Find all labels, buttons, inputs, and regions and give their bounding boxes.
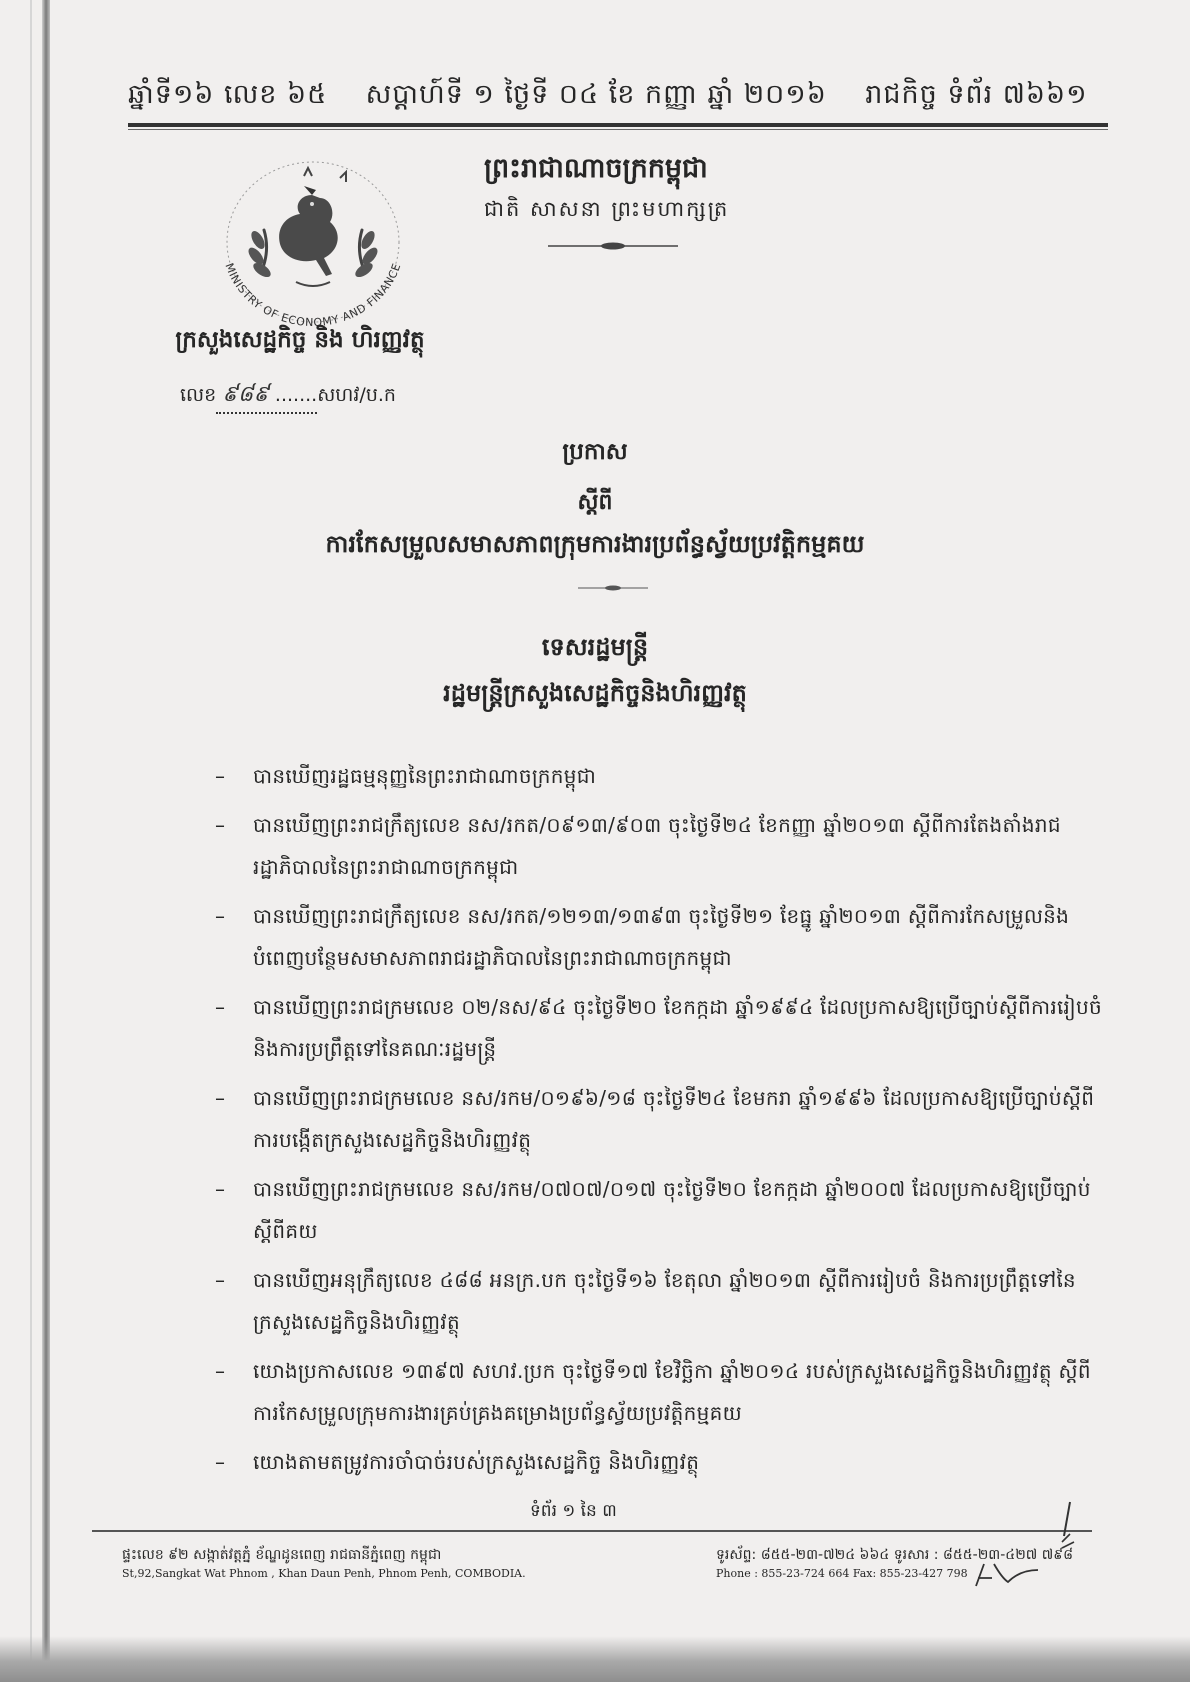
seal-ring-text: MINISTRY OF ECONOMY AND FINANCE (222, 261, 404, 330)
gazette-issue: លេខ ៦៥ (224, 79, 328, 110)
binding-strip (42, 0, 50, 1682)
scan-shadow (0, 1636, 1190, 1682)
consideration-item: – បានឃើញព្រះរាជក្រមលេខ ០២/នស/៩៤ ចុះថ្ងៃទី២០ ខែកក្កដា ឆ្នាំ១៩៩៤ ដែលប្រកាសឱ្យប្រើច្បាប់ស្តីពីការរៀបចំនិងការប្រព្រឹត្តទៅនៃគណៈរដ្ឋមន្ត្រី (215, 986, 1105, 1070)
footer-rule (92, 1530, 1092, 1532)
document-about: ស្តីពី (577, 490, 613, 515)
consideration-item: – បានឃើញព្រះរាជក្រឹត្យលេខ នស/រកត/១២១៣/១៣៩៣ ចុះថ្ងៃទី២១ ខែធ្នូ ឆ្នាំ២០១៣ ស្តីពីការកែសម្រួលនិងបំពេញបន្ថែមសមាសភាពរាជរដ្ឋាភិបាលនៃព្រះរាជាណាចក្រកម្ពុជា (215, 895, 1105, 979)
document-type: ប្រកាស (562, 439, 628, 465)
consideration-item: – បានឃើញរដ្ឋធម្មនុញ្ញនៃព្រះរាជាណាចក្រកម្ពុជា (215, 755, 1105, 797)
consideration-item: – បានឃើញព្រះរាជក្រមលេខ នស/រកម/០៧០៧/០១៧ ចុះថ្ងៃទី២០ ខែកក្កដា ឆ្នាំ២០០៧ ដែលប្រកាសឱ្យប្រើច្បាប់ស្តីពីគយ (215, 1168, 1105, 1252)
ministry-name: ក្រសួងសេដ្ឋកិច្ច និង ហិរញ្ញវត្ថុ (175, 327, 425, 353)
consideration-item: – បានឃើញព្រះរាជក្រឹត្យលេខ នស/រកត/០៩១៣/៩០៣ ចុះថ្ងៃទី២៤ ខែកញ្ញា ឆ្នាំ២០១៣ ស្តីពីការតែងតាំងរាជរដ្ឋាភិបាលនៃព្រះរាជាណាចក្រកម្ពុជា (215, 804, 1105, 888)
gazette-page: រាជកិច្ច ទំព័រ ៧៦៦១ (865, 79, 1088, 110)
consideration-item: – បានឃើញព្រះរាជក្រមលេខ នស/រកម/០១៩៦/១៨ ចុះថ្ងៃទី២៤ ខែមករា ឆ្នាំ១៩៩៦ ដែលប្រកាសឱ្យប្រើច្បាប់ស្តីពីការបង្កើតក្រសួងសេដ្ឋកិច្ចនិងហិរញ្ញវត្ថុ (215, 1077, 1105, 1161)
svg-text:MINISTRY OF ECONOMY AND FINANC (222, 261, 403, 329)
handwritten-initials-icon (966, 1498, 1076, 1590)
kingdom-name: ព្រះរាជាណាចក្រកម្ពុជា (484, 153, 708, 184)
footer-address-en: St,92,Sangkat Wat Phnom , Khan Daun Penh, Phnom Penh, COMBODIA. (122, 1567, 526, 1580)
consideration-item: – យោងតាមតម្រូវការចាំបាច់របស់ក្រសួងសេដ្ឋកិច្ច និងហិរញ្ញវត្ថុ (215, 1441, 1105, 1483)
ref-number-handwritten: ៩៨៩ (222, 382, 269, 407)
ref-suffix: សហវ/ប.ក (317, 384, 396, 406)
gazette-date: ថ្ងៃទី ០៤ ខែ កញ្ញា ឆ្នាំ ២០១៦ (504, 79, 827, 110)
signer-ministry: រដ្ឋមន្ត្រីក្រសួងសេដ្ឋកិច្ចនិងហិរញ្ញវត្ថុ (443, 679, 747, 707)
considerations-list (215, 755, 1105, 1490)
gazette-header (128, 78, 1108, 117)
consideration-item: – បានឃើញអនុក្រឹត្យលេខ ៤៨៨ អនក្រ.បក ចុះថ្ងៃទី១៦ ខែតុលា ឆ្នាំ២០១៣ ស្តីពីការរៀបចំ និងការប្រព្រឹត្តទៅនៃក្រសួងសេដ្ឋកិច្ចនិងហិរញ្ញវត្ថុ (215, 1259, 1105, 1343)
reference-number: លេខ ៩៨៩ .......សហវ/ប.ក (180, 380, 396, 414)
ministry-seal-icon (200, 150, 426, 330)
ref-prefix: លេខ (180, 384, 217, 406)
gazette-week: សប្តាហ៍ទី ១ (365, 79, 495, 110)
footer-phone-kh: ទូរស័ព្ទ: ៨៥៥-២៣-៧២៤ ៦៦៤ ទូរសារ : ៨៥៥-២៣-៤២៧ ៧៩៨ (716, 1547, 1074, 1563)
footer-phone-en: Phone : 855-23-724 664 Fax: 855-23-427 798 (716, 1567, 968, 1580)
ornament-divider-small-icon (578, 584, 648, 592)
header-rule (128, 123, 1108, 127)
consideration-item: – យោងប្រកាសលេខ ១៣៩៧ សហវ.ប្រក ចុះថ្ងៃទី១៧ ខែវិច្ឆិកា ឆ្នាំ២០១៤ របស់ក្រសួងសេដ្ឋកិច្ចនិងហិរញ្ញវត្ថុ ស្តីពីការកែសម្រួលក្រុមការងារគ្រប់គ្រងគម្រោងប្រព័ន្ធស្វ័យប្រវត្តិកម្មគយ (215, 1350, 1105, 1434)
national-motto: ជាតិ សាសនា ព្រះមហាក្សត្រ (484, 197, 730, 221)
ornament-divider-icon (548, 241, 678, 251)
signer-title: ទេសរដ្ឋមន្ត្រី (541, 633, 649, 661)
header-rule-thin (128, 129, 1108, 130)
binding-edge (30, 0, 32, 1682)
page-number: ទំព័រ ១ នៃ ៣ (530, 1501, 617, 1521)
footer-address-kh: ផ្ទះលេខ ៩២ សង្កាត់វត្តភ្នំ ខ័ណ្ឌដូនពេញ រាជធានីភ្នំពេញ កម្ពុជា (122, 1547, 442, 1563)
document-subject: ការកែសម្រួលសមាសភាពក្រុមការងារប្រព័ន្ធស្វ័យប្រវត្តិកម្មគយ (325, 530, 865, 558)
gazette-year: ឆ្នាំទី១៦ (128, 79, 215, 110)
